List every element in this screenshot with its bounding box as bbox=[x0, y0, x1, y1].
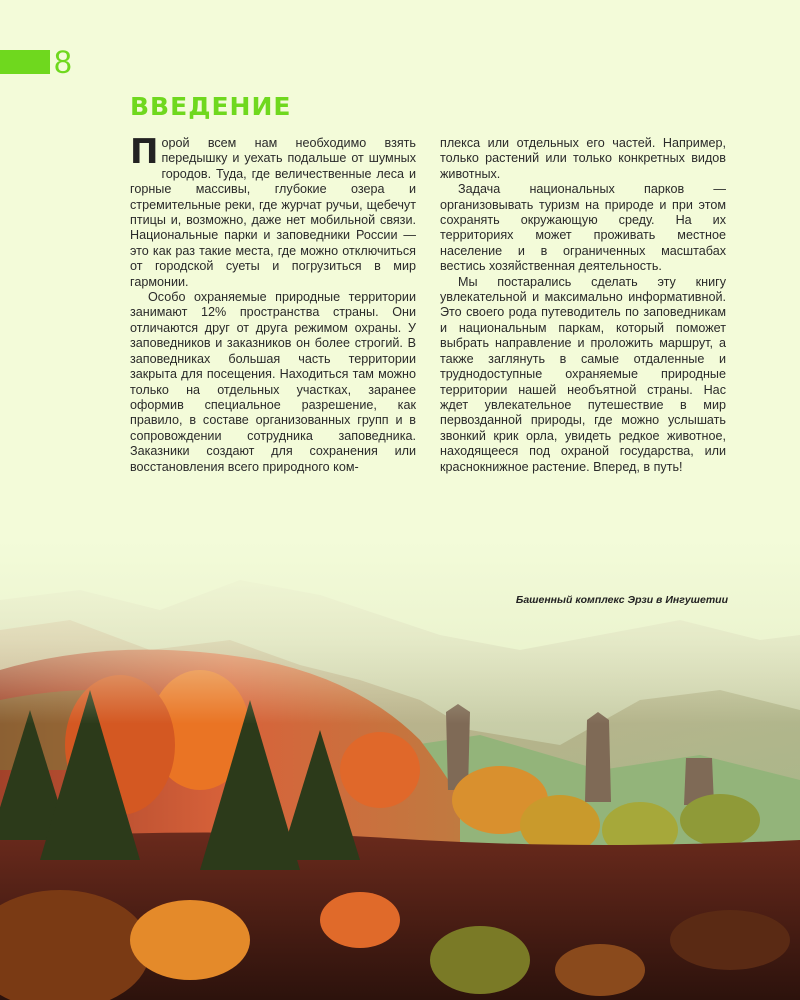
landscape-photo bbox=[0, 540, 800, 1000]
drop-cap: П bbox=[130, 132, 159, 172]
paragraph: Мы постарались сделать эту книгу увлекательной и максимально информативной. Это своего рода путеводитель по заповедникам и национальным паркам, который поможет выбрать направление и проложить маршрут, а также заглянуть в самые отдаленные и труднодоступные охраняемые природные территории нашей необъятной страны. Нас ждет увлекательное путешествие в мир первозданной природы, где можно услышать звонкий крик орла, увидеть редкое животное, находящееся под охраной государства, или краснокнижное растение. Вперед, в путь! bbox=[440, 274, 726, 474]
text-column-right bbox=[440, 136, 726, 475]
text-column-left bbox=[130, 132, 416, 475]
paragraph: плекса или отдельных его частей. Например, только растений или только конкретных видов животных. bbox=[440, 136, 726, 181]
page-number: 8 bbox=[54, 44, 72, 80]
paragraph: Задача национальных парков — организовывать туризм на природе и при этом сохранять окружающую среду. На их территориях может проживать местное население и в ограниченных масштабах вестись хозяйственная деятельность. bbox=[440, 182, 726, 274]
paragraph bbox=[130, 132, 416, 290]
paragraph-text: орой всем нам необходимо взять передышку и уехать подальше от шумных городов. Туда, где величественные леса и горные массивы, глубокие озера и стремительные реки, где журчат ручьи, щебечут птицы и, возможно, даже нет мобильной связи. Национальные парки и заповедники России — это как раз такие места, где можно отключиться от городской суеты и погрузиться в мир гармонии. bbox=[130, 136, 416, 289]
page-marker-bar bbox=[0, 50, 50, 74]
photo-caption: Башенный комплекс Эрзи в Ингушетии bbox=[515, 594, 728, 606]
paragraph: Особо охраняемые природные территории занимают 12% пространства страны. Они отличаются друг от друга режимом охраны. У заповедников и заказников он более строгий. В заповедниках большая часть территории закрыта для посещения. Находиться там можно только на отдельных участках, заранее оформив специальное разрешение, как правило, в составе организованных групп и в сопровождении сотрудника заповедника. Заказники создают для сохранения или восстановления всего природного ком- bbox=[130, 290, 416, 474]
chapter-title: ВВЕДЕНИЕ bbox=[130, 92, 292, 121]
